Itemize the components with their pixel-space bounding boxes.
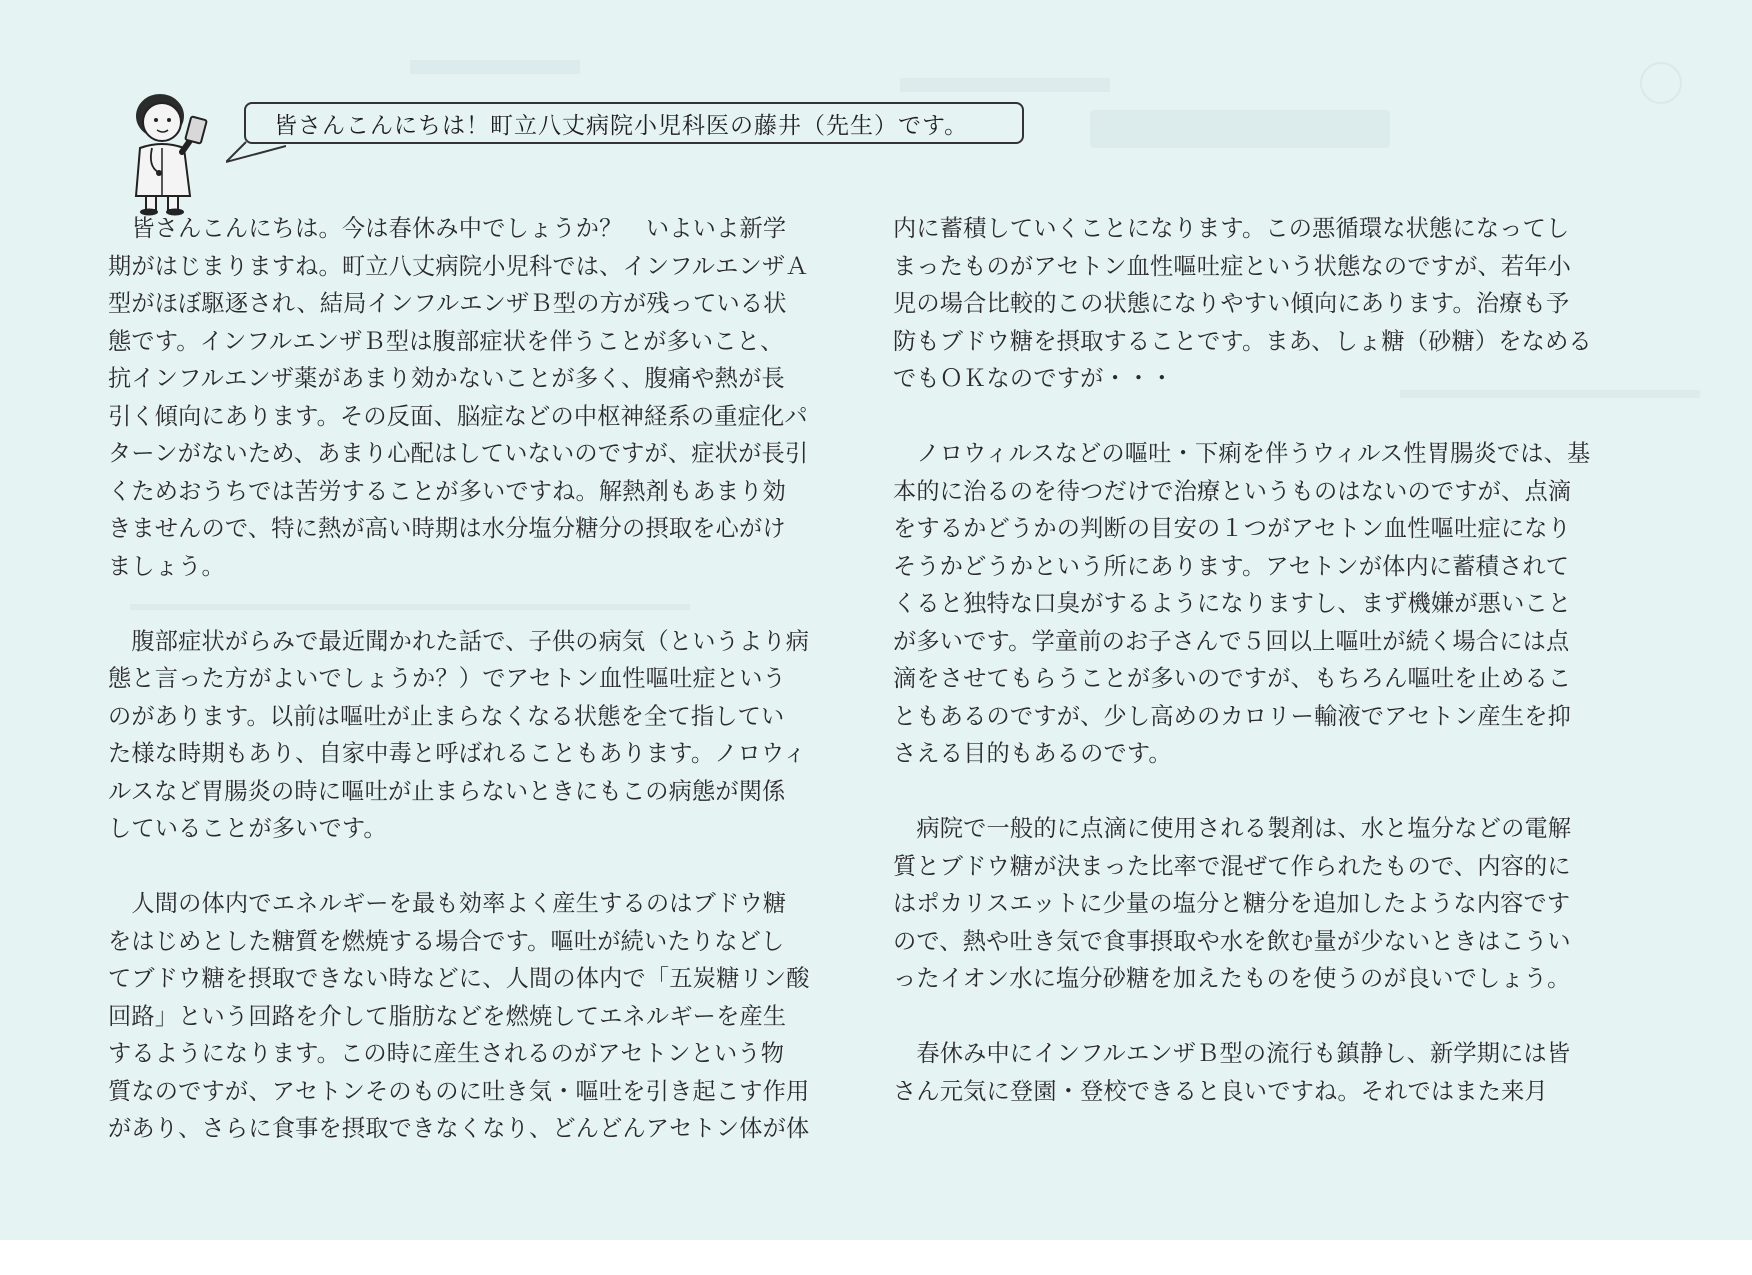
paragraph-gap xyxy=(893,398,1638,436)
paragraph-vicious-cycle xyxy=(893,210,1638,398)
paragraph-gap xyxy=(108,848,853,886)
text-line: はポカリスエットに少量の塩分と糖分を追加したような内容です xyxy=(893,890,1571,917)
text-line: ので、熱や吐き気で食事摂取や水を飲む量が少ないときはこうい xyxy=(893,927,1571,955)
paragraph-closing xyxy=(893,1035,1638,1110)
text-line: 防もブドウ糖を摂取することです。まあ、しょ糖（砂糖）をなめる xyxy=(893,327,1592,355)
text-line: てブドウ糖を摂取できない時などに、人間の体内で「五炭糖リン酸 xyxy=(108,965,810,992)
text-line: するようになります。この時に産生されるのがアセトンという物 xyxy=(108,1040,785,1067)
text-line: 滴をさせてもらうことが多いのですが、もちろん嘔吐を止めるこ xyxy=(893,665,1572,692)
text-line: 態です。インフルエンザＢ型は腹部症状を伴うことが多いこと、 xyxy=(108,327,784,355)
paragraph-gap xyxy=(893,773,1638,811)
left-column xyxy=(108,210,853,1148)
text-line: 人間の体内でエネルギーを最も効率よく産生するのはブドウ糖 xyxy=(108,890,787,917)
text-line: 病院で一般的に点滴に使用される製剤は、水と塩分などの電解 xyxy=(893,815,1572,842)
bleed-through-mark xyxy=(410,60,580,74)
text-line: 腹部症状がらみで最近聞かれた話で、子供の病気（というより病 xyxy=(108,627,810,655)
text-line: をするかどうかの判断の目安の１つがアセトン血性嘔吐症になり xyxy=(893,515,1572,542)
text-line: のがあります。以前は嘔吐が止まらなくなる状態を全て指してい xyxy=(108,702,785,730)
greeting-banner-text: 皆さんこんにちは！町立八丈病院小児科医の藤井（先生）です。 xyxy=(274,112,969,139)
text-line: た様な時期もあり、自家中毒と呼ばれることもあります。ノロウィ xyxy=(108,740,807,767)
text-line: をはじめとした糖質を燃焼する場合です。嘔吐が続いたりなどし xyxy=(108,927,785,955)
text-line: 内に蓄積していくことになります。この悪循環な状態になってし xyxy=(893,215,1570,242)
doctor-illustration xyxy=(118,88,228,216)
right-column xyxy=(893,210,1638,1110)
text-line: ターンがないため、あまり心配はしていないのですが、症状が長引 xyxy=(108,440,809,467)
text-line: 質なのですが、アセトンそのものに吐き気・嘔吐を引き起こす作用 xyxy=(108,1077,810,1105)
text-line: さん元気に登園・登校できると良いですね。それではまた来月 xyxy=(893,1077,1548,1105)
text-line: でもＯＫなのですが・・・ xyxy=(893,365,1174,392)
text-line: 回路」という回路を介して脂肪などを燃焼してエネルギーを産生 xyxy=(108,1002,787,1030)
paragraph-norovirus xyxy=(893,435,1638,773)
text-line: 型がほぼ駆逐され、結局インフルエンザＢ型の方が残っている状 xyxy=(108,290,787,317)
paragraph-iv-drip xyxy=(893,810,1638,998)
bleed-through-mark xyxy=(900,78,1110,92)
paragraph-gap xyxy=(108,585,853,623)
text-line: 春休み中にインフルエンザＢ型の流行も鎮静し、新学期には皆 xyxy=(893,1040,1571,1067)
text-line: 質とブドウ糖が決まった比率で混ぜて作られたもので、内容的に xyxy=(893,852,1571,880)
text-line: ましょう。 xyxy=(108,552,225,580)
text-line: ノロウィルスなどの嘔吐・下痢を伴うウィルス性胃腸炎では、基 xyxy=(893,440,1591,467)
text-line: きませんので、特に熱が高い時期は水分塩分糖分の摂取を心がけ xyxy=(108,515,786,542)
paragraph-influenza xyxy=(108,210,853,585)
text-line: していることが多いです。 xyxy=(108,815,387,842)
text-line: まったものがアセトン血性嘔吐症という状態なのですが、若年小 xyxy=(893,252,1572,280)
paragraph-gap xyxy=(893,998,1638,1036)
text-line: 本的に治るのを待つだけで治療というものはないのですが、点滴 xyxy=(893,477,1572,505)
text-line: が多いです。学童前のお子さんで５回以上嘔吐が続く場合には点 xyxy=(893,627,1570,655)
text-line: 引く傾向にあります。その反面、脳症などの中枢神経系の重症化パ xyxy=(108,402,808,430)
text-line: くると独特な口臭がするようになりますし、まず機嫌が悪いこと xyxy=(893,590,1572,617)
text-line: 抗インフルエンザ薬があまり効かないことが多く、腹痛や熱が長 xyxy=(108,365,785,392)
text-line: くためおうちでは苦労することが多いですね。解熱剤もあまり効 xyxy=(108,477,787,505)
text-line: さえる目的もあるのです。 xyxy=(893,740,1172,767)
text-line: 児の場合比較的この状態になりやすい傾向にあります。治療も予 xyxy=(893,290,1570,317)
text-line: 期がはじまりますね。町立八丈病院小児科では、インフルエンザＡ xyxy=(108,252,809,280)
text-line: ルスなど胃腸炎の時に嘔吐が止まらないときにもこの病態が関係 xyxy=(108,777,786,805)
bleed-through-mark xyxy=(1090,110,1390,148)
paragraph-energy xyxy=(108,885,853,1148)
text-line: ったイオン水に塩分砂糖を加えたものを使うのが良いでしょう。 xyxy=(893,965,1571,992)
bleed-through-mark xyxy=(1640,62,1682,104)
text-line: ともあるのですが、少し高めのカロリー輸液でアセトン産生を抑 xyxy=(893,702,1572,730)
text-line: 皆さんこんにちは。今は春休み中でしょうか？ いよいよ新学 xyxy=(108,215,787,242)
text-line: そうかどうかという所にあります。アセトンが体内に蓄積されて xyxy=(893,552,1570,580)
text-line: 態と言った方がよいでしょうか？）でアセトン血性嘔吐症という xyxy=(108,665,787,692)
text-line: があり、さらに食事を摂取できなくなり、どんどんアセトン体が体 xyxy=(108,1115,810,1142)
paragraph-acetone-intro xyxy=(108,623,853,848)
greeting-banner xyxy=(244,102,1024,144)
